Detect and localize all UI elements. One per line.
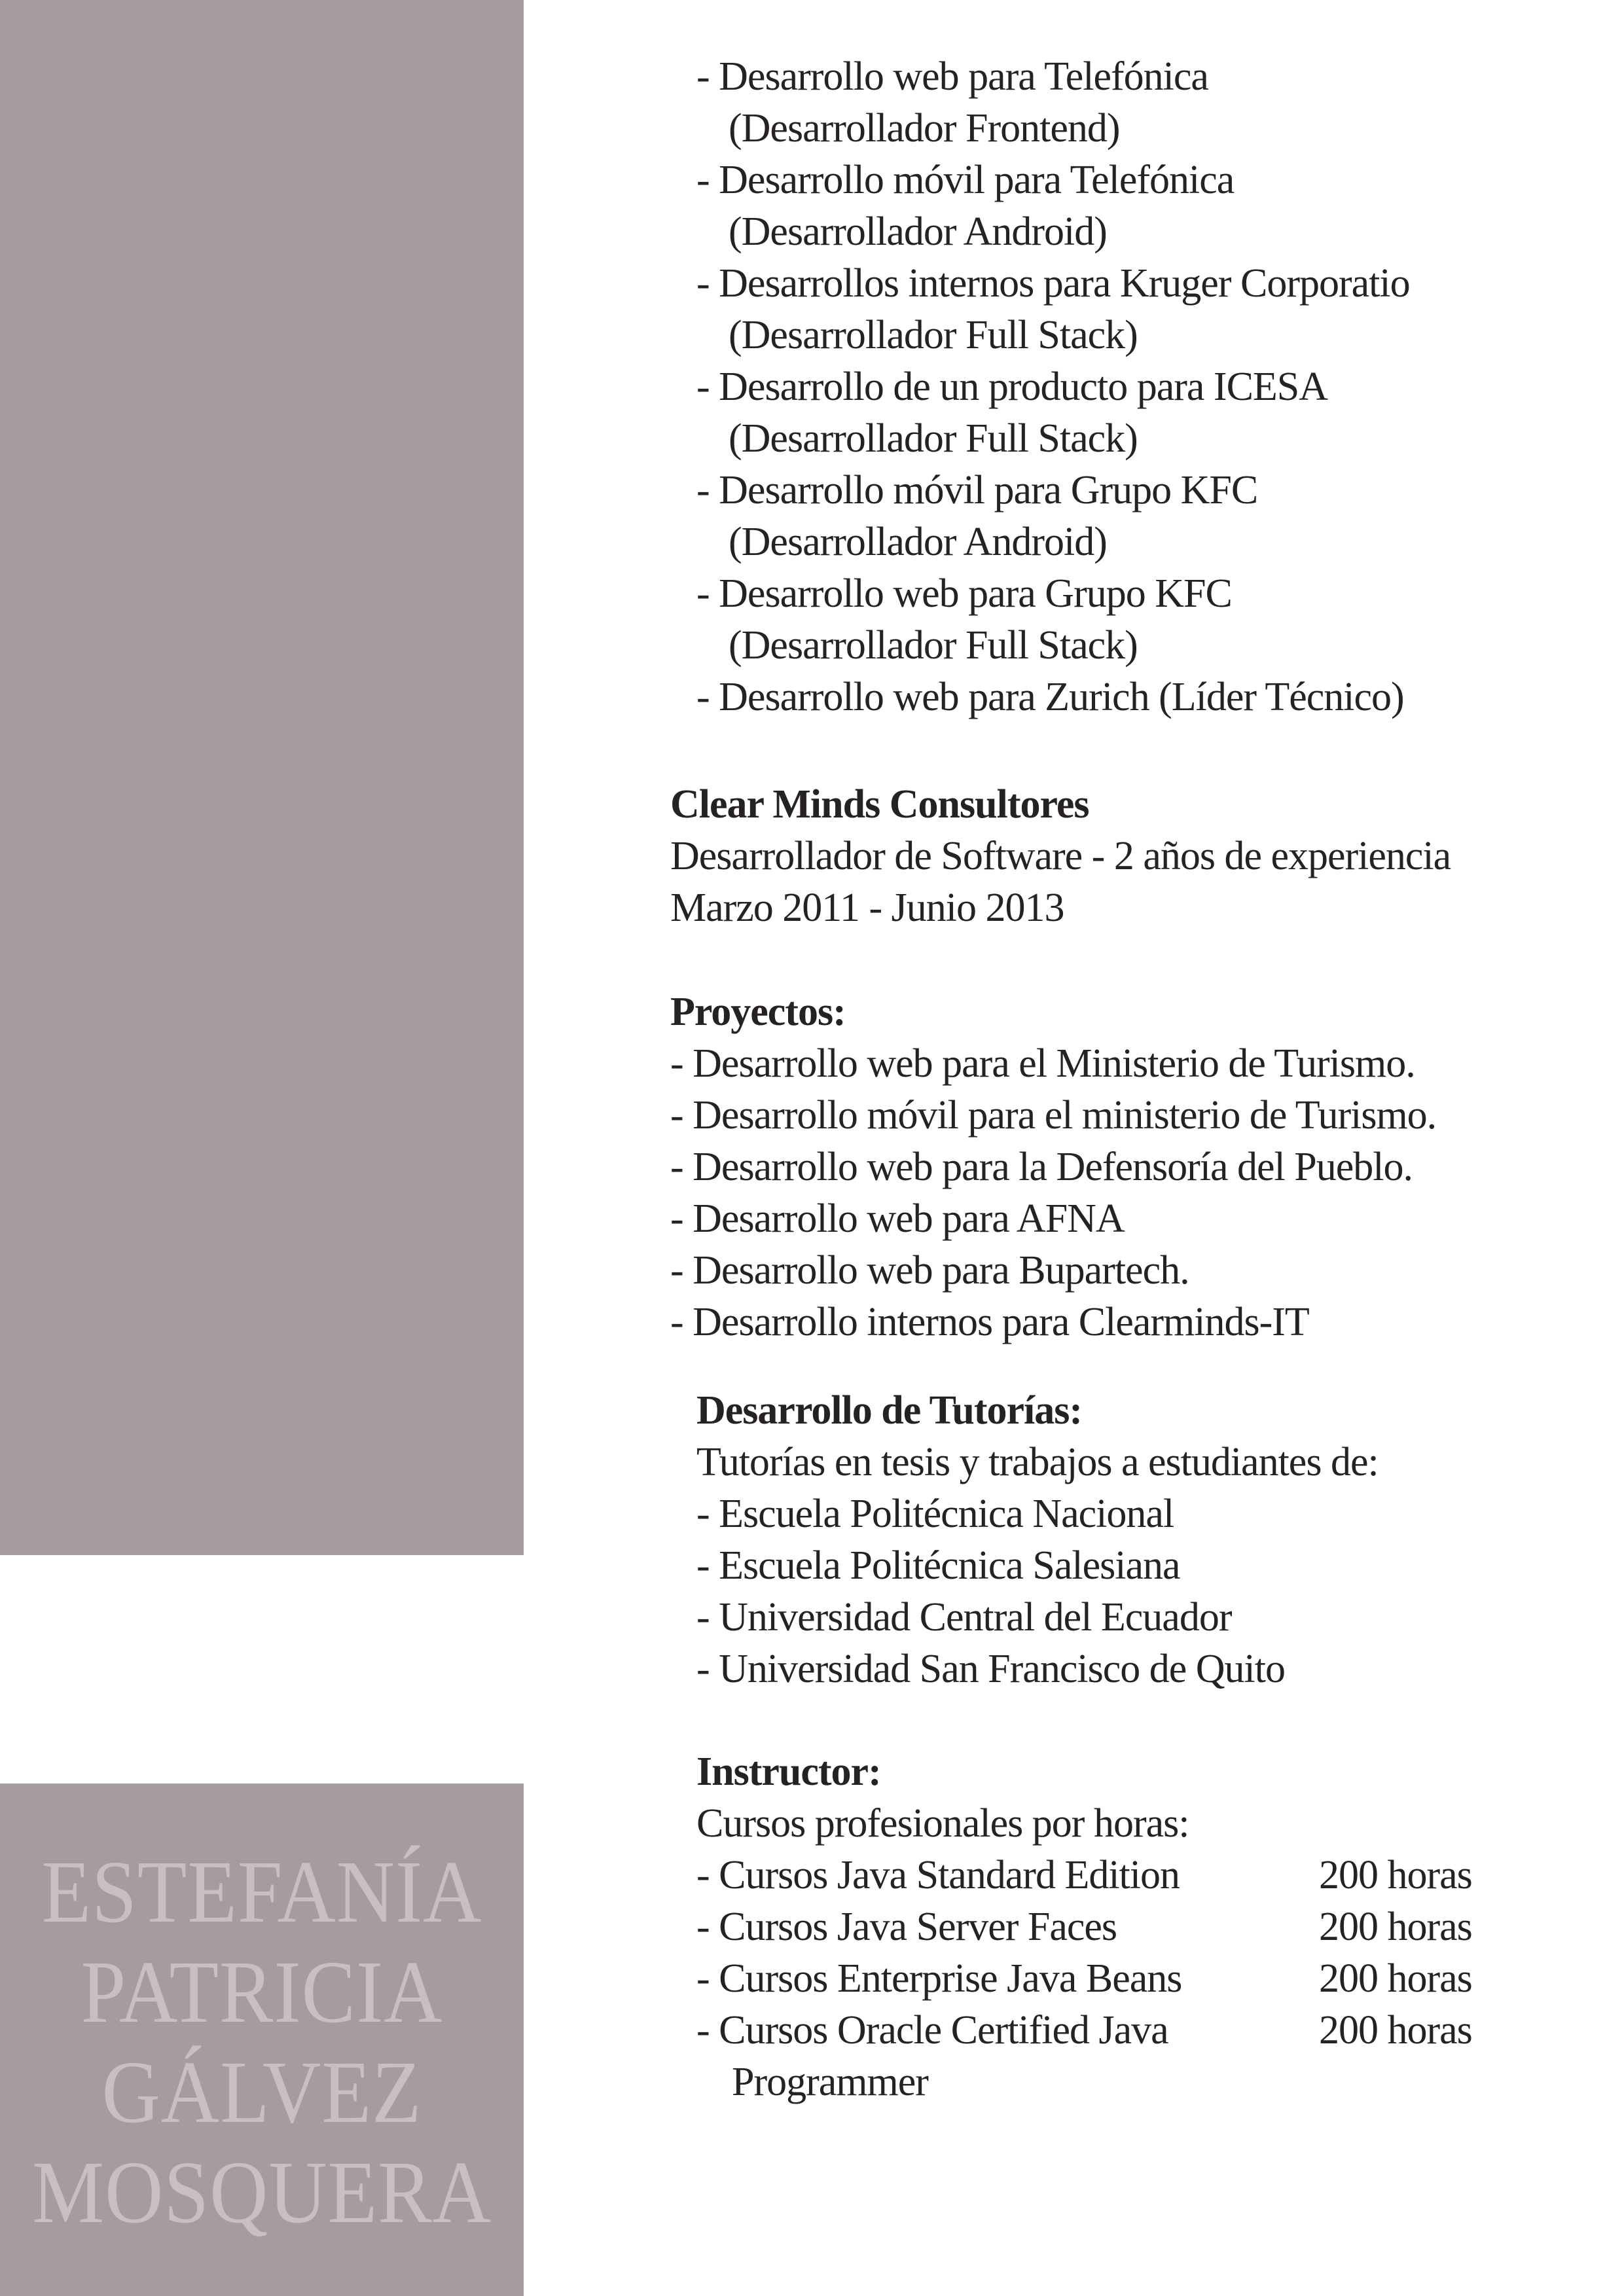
candidate-name bbox=[24, 1842, 500, 2243]
tutoring-item: - Universidad San Francisco de Quito bbox=[696, 1647, 1285, 1691]
projects-list bbox=[670, 1038, 1436, 1348]
course-name: - Cursos Java Server Faces bbox=[696, 1905, 1117, 1949]
course-row bbox=[696, 1953, 1472, 2005]
experience-project-line: (Desarrollador Full Stack) bbox=[729, 313, 1138, 357]
candidate-name-line: GÁLVEZ bbox=[101, 2043, 422, 2142]
tutoring-heading: Desarrollo de Tutorías: bbox=[696, 1388, 1082, 1433]
candidate-name-line: ESTEFANÍA bbox=[41, 1843, 482, 1941]
experience-project-line: - Desarrollo de un producto para ICESA bbox=[696, 365, 1328, 409]
instructor-section bbox=[696, 1746, 1472, 2108]
tutoring-item: - Escuela Politécnica Nacional bbox=[696, 1492, 1174, 1536]
employer-name: Clear Minds Consultores bbox=[670, 782, 1089, 827]
experience-project-line: - Desarrollos internos para Kruger Corporatio bbox=[696, 261, 1410, 306]
course-hours: 200 horas bbox=[1319, 2008, 1472, 2053]
project-item: - Desarrollo móvil para el ministerio de Turismo. bbox=[670, 1093, 1437, 1138]
candidate-name-line: MOSQUERA bbox=[32, 2144, 492, 2242]
course-hours: 200 horas bbox=[1319, 1956, 1472, 2001]
employer-role: Desarrollador de Software - 2 años de experiencia bbox=[670, 834, 1451, 878]
project-item: - Desarrollo web para Bupartech. bbox=[670, 1248, 1189, 1293]
project-item: - Desarrollo internos para Clearminds-IT bbox=[670, 1300, 1309, 1344]
instructor-heading: Instructor: bbox=[696, 1749, 881, 1794]
experience-project-line: - Desarrollo móvil para Grupo KFC bbox=[696, 468, 1258, 512]
experience-project-line: - Desarrollo web para Zurich (Líder Técnico) bbox=[696, 675, 1404, 719]
project-item: - Desarrollo web para la Defensoría del Pueblo. bbox=[670, 1145, 1413, 1189]
course-row bbox=[696, 1850, 1472, 1901]
instructor-intro: Cursos profesionales por horas: bbox=[696, 1801, 1189, 1846]
employer-section bbox=[670, 779, 1451, 934]
experience-project-list bbox=[696, 51, 1410, 723]
course-name: - Cursos Enterprise Java Beans bbox=[696, 1956, 1182, 2001]
sidebar-upper-block bbox=[0, 0, 524, 1555]
tutoring-item: - Universidad Central del Ecuador bbox=[696, 1595, 1232, 1640]
experience-project-line: (Desarrollador Android) bbox=[729, 520, 1107, 564]
experience-project-line: - Desarrollo web para Grupo KFC bbox=[696, 571, 1232, 616]
experience-project-line: (Desarrollador Full Stack) bbox=[729, 416, 1138, 461]
employer-dates: Marzo 2011 - Junio 2013 bbox=[670, 886, 1064, 930]
sidebar-lower-block bbox=[0, 1784, 524, 2296]
course-continuation: Programmer bbox=[732, 2060, 928, 2104]
course-list bbox=[696, 1850, 1472, 2056]
experience-project-line: (Desarrollador Android) bbox=[729, 209, 1107, 254]
experience-project-line: - Desarrollo web para Telefónica bbox=[696, 54, 1208, 99]
projects-section bbox=[670, 986, 1436, 1348]
course-hours: 200 horas bbox=[1319, 1905, 1472, 1949]
project-item: - Desarrollo web para AFNA bbox=[670, 1196, 1125, 1241]
tutoring-intro: Tutorías en tesis y trabajos a estudiantes de: bbox=[696, 1440, 1379, 1484]
projects-heading: Proyectos: bbox=[670, 990, 846, 1034]
project-item: - Desarrollo web para el Ministerio de Turismo. bbox=[670, 1041, 1415, 1086]
course-row bbox=[696, 2005, 1472, 2056]
tutoring-section bbox=[696, 1385, 1379, 1695]
experience-project-line: (Desarrollador Full Stack) bbox=[729, 623, 1138, 668]
tutoring-list bbox=[696, 1488, 1379, 1695]
tutoring-item: - Escuela Politécnica Salesiana bbox=[696, 1543, 1180, 1588]
course-row bbox=[696, 1901, 1472, 1953]
experience-project-line: - Desarrollo móvil para Telefónica bbox=[696, 158, 1235, 202]
course-name: - Cursos Java Standard Edition bbox=[696, 1853, 1180, 1897]
course-name: - Cursos Oracle Certified Java bbox=[696, 2008, 1168, 2053]
candidate-name-line: PATRICIA bbox=[81, 1943, 443, 2041]
experience-project-line: (Desarrollador Frontend) bbox=[729, 106, 1120, 151]
course-hours: 200 horas bbox=[1319, 1853, 1472, 1897]
